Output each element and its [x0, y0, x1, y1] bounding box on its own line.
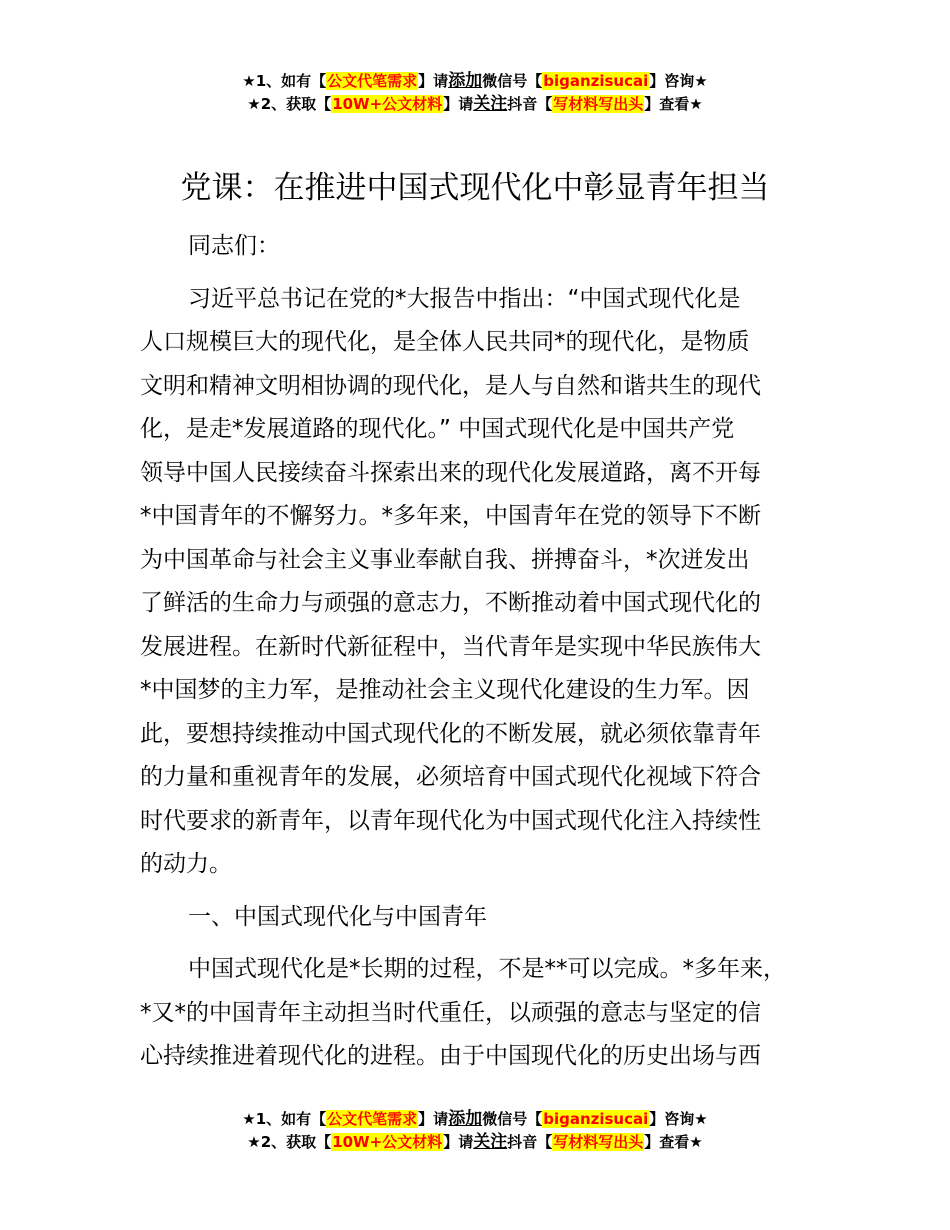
paragraph-line: 领导中国人民接续奋斗探索出来的现代化发展道路，离不开每 — [140, 459, 761, 486]
header-banner — [0, 70, 950, 116]
header-line-1-wechat-label: 微信号【 — [482, 72, 543, 90]
paragraph-line: 的动力。 — [140, 851, 232, 877]
header-line-2-prefix: ★2、获取【 — [247, 95, 332, 113]
header-line-2-douyin-label: 抖音【 — [507, 95, 553, 113]
paragraph-line: 人口规模巨大的现代化，是全体人民共同*的现代化，是物质 — [140, 329, 750, 355]
footer-line-2-douyin-label: 抖音【 — [507, 1133, 553, 1151]
paragraph-2 — [140, 948, 830, 1079]
header-highlight-douyin-id[interactable]: 写材料写出头 — [553, 95, 644, 113]
paragraph-line: 为中国革命与社会主义事业奉献自我、拼搏奋斗，*次迸发出 — [140, 546, 750, 573]
header-underline-follow: 关注 — [473, 94, 508, 114]
header-line-2 — [0, 93, 950, 116]
document-title: 党课：在推进中国式现代化中彰显青年担当 — [180, 170, 770, 206]
document-body — [140, 225, 830, 1079]
paragraph-line: *又*的中国青年主动担当时代重任，以顽强的意志与坚定的信 — [140, 999, 761, 1026]
footer-banner — [0, 1108, 950, 1154]
footer-highlight-douyin-id[interactable]: 写材料写出头 — [553, 1133, 644, 1151]
paragraph-line: 了鲜活的生命力与顽强的意志力，不断推动着中国式现代化的 — [140, 590, 761, 616]
paragraph-line: 习近平总书记在党的*大报告中指出：“中国式现代化是 — [188, 285, 741, 312]
header-line-1-text: 】请 — [418, 72, 449, 90]
section-heading-1: 一、中国式现代化与中国青年 — [188, 903, 487, 930]
paragraph-line: 发展进程。在新时代新征程中，当代青年是实现中华民族伟大 — [140, 633, 761, 660]
footer-line-1-suffix: 】咨询★ — [649, 1110, 708, 1128]
paragraph-line: 此，要想持续推动中国式现代化的不断发展，就必须依靠青年 — [140, 720, 761, 747]
header-line-1 — [0, 70, 950, 93]
paragraph-line: 时代要求的新青年，以青年现代化为中国式现代化注入持续性 — [140, 807, 761, 834]
header-line-2-suffix: 】查看★ — [644, 95, 703, 113]
footer-line-1-prefix: ★1、如有【 — [242, 1110, 327, 1128]
greeting: 同志们： — [188, 233, 280, 259]
footer-line-1-text: 】请 — [418, 1110, 449, 1128]
footer-highlight-materials: 10W+公文材料 — [332, 1133, 443, 1151]
footer-line-1-wechat-label: 微信号【 — [482, 1110, 543, 1128]
paragraph-line: 的力量和重视青年的发展，必须培育中国式现代化视域下符合 — [140, 764, 761, 790]
header-line-1-prefix: ★1、如有【 — [242, 72, 327, 90]
header-highlight-service: 公文代笔需求 — [327, 72, 418, 90]
paragraph-line: *中国青年的不懈努力。*多年来，中国青年在党的领导下不断 — [140, 503, 761, 529]
footer-underline-follow: 关注 — [473, 1132, 508, 1152]
paragraph-line: 文明和精神文明相协调的现代化，是人与自然和谐共生的现代 — [140, 372, 761, 399]
footer-line-2-prefix: ★2、获取【 — [247, 1133, 332, 1151]
footer-line-2 — [0, 1131, 950, 1154]
paragraph-line: *中国梦的主力军，是推动社会主义现代化建设的生力军。因 — [140, 677, 750, 703]
header-highlight-materials: 10W+公文材料 — [332, 95, 443, 113]
footer-highlight-wechat-id[interactable]: biganzisucai — [543, 1110, 649, 1128]
header-highlight-wechat-id[interactable]: biganzisucai — [543, 72, 649, 90]
footer-line-2-text: 】请 — [443, 1133, 474, 1151]
footer-line-2-suffix: 】查看★ — [644, 1133, 703, 1151]
footer-highlight-service: 公文代笔需求 — [327, 1110, 418, 1128]
paragraph-line: 化，是走*发展道路的现代化。” 中国式现代化是中国共产党 — [140, 416, 735, 442]
paragraph-line: 心持续推进着现代化的进程。由于中国现代化的历史出场与西 — [140, 1043, 761, 1069]
header-underline-add: 添加 — [448, 71, 483, 91]
footer-underline-add: 添加 — [448, 1109, 483, 1129]
footer-line-1 — [0, 1108, 950, 1131]
paragraph-1 — [140, 278, 830, 887]
paragraph-line: 中国式现代化是*长期的过程，不是**可以完成。*多年来， — [188, 956, 786, 982]
header-line-1-suffix: 】咨询★ — [649, 72, 708, 90]
header-line-2-text: 】请 — [443, 95, 474, 113]
